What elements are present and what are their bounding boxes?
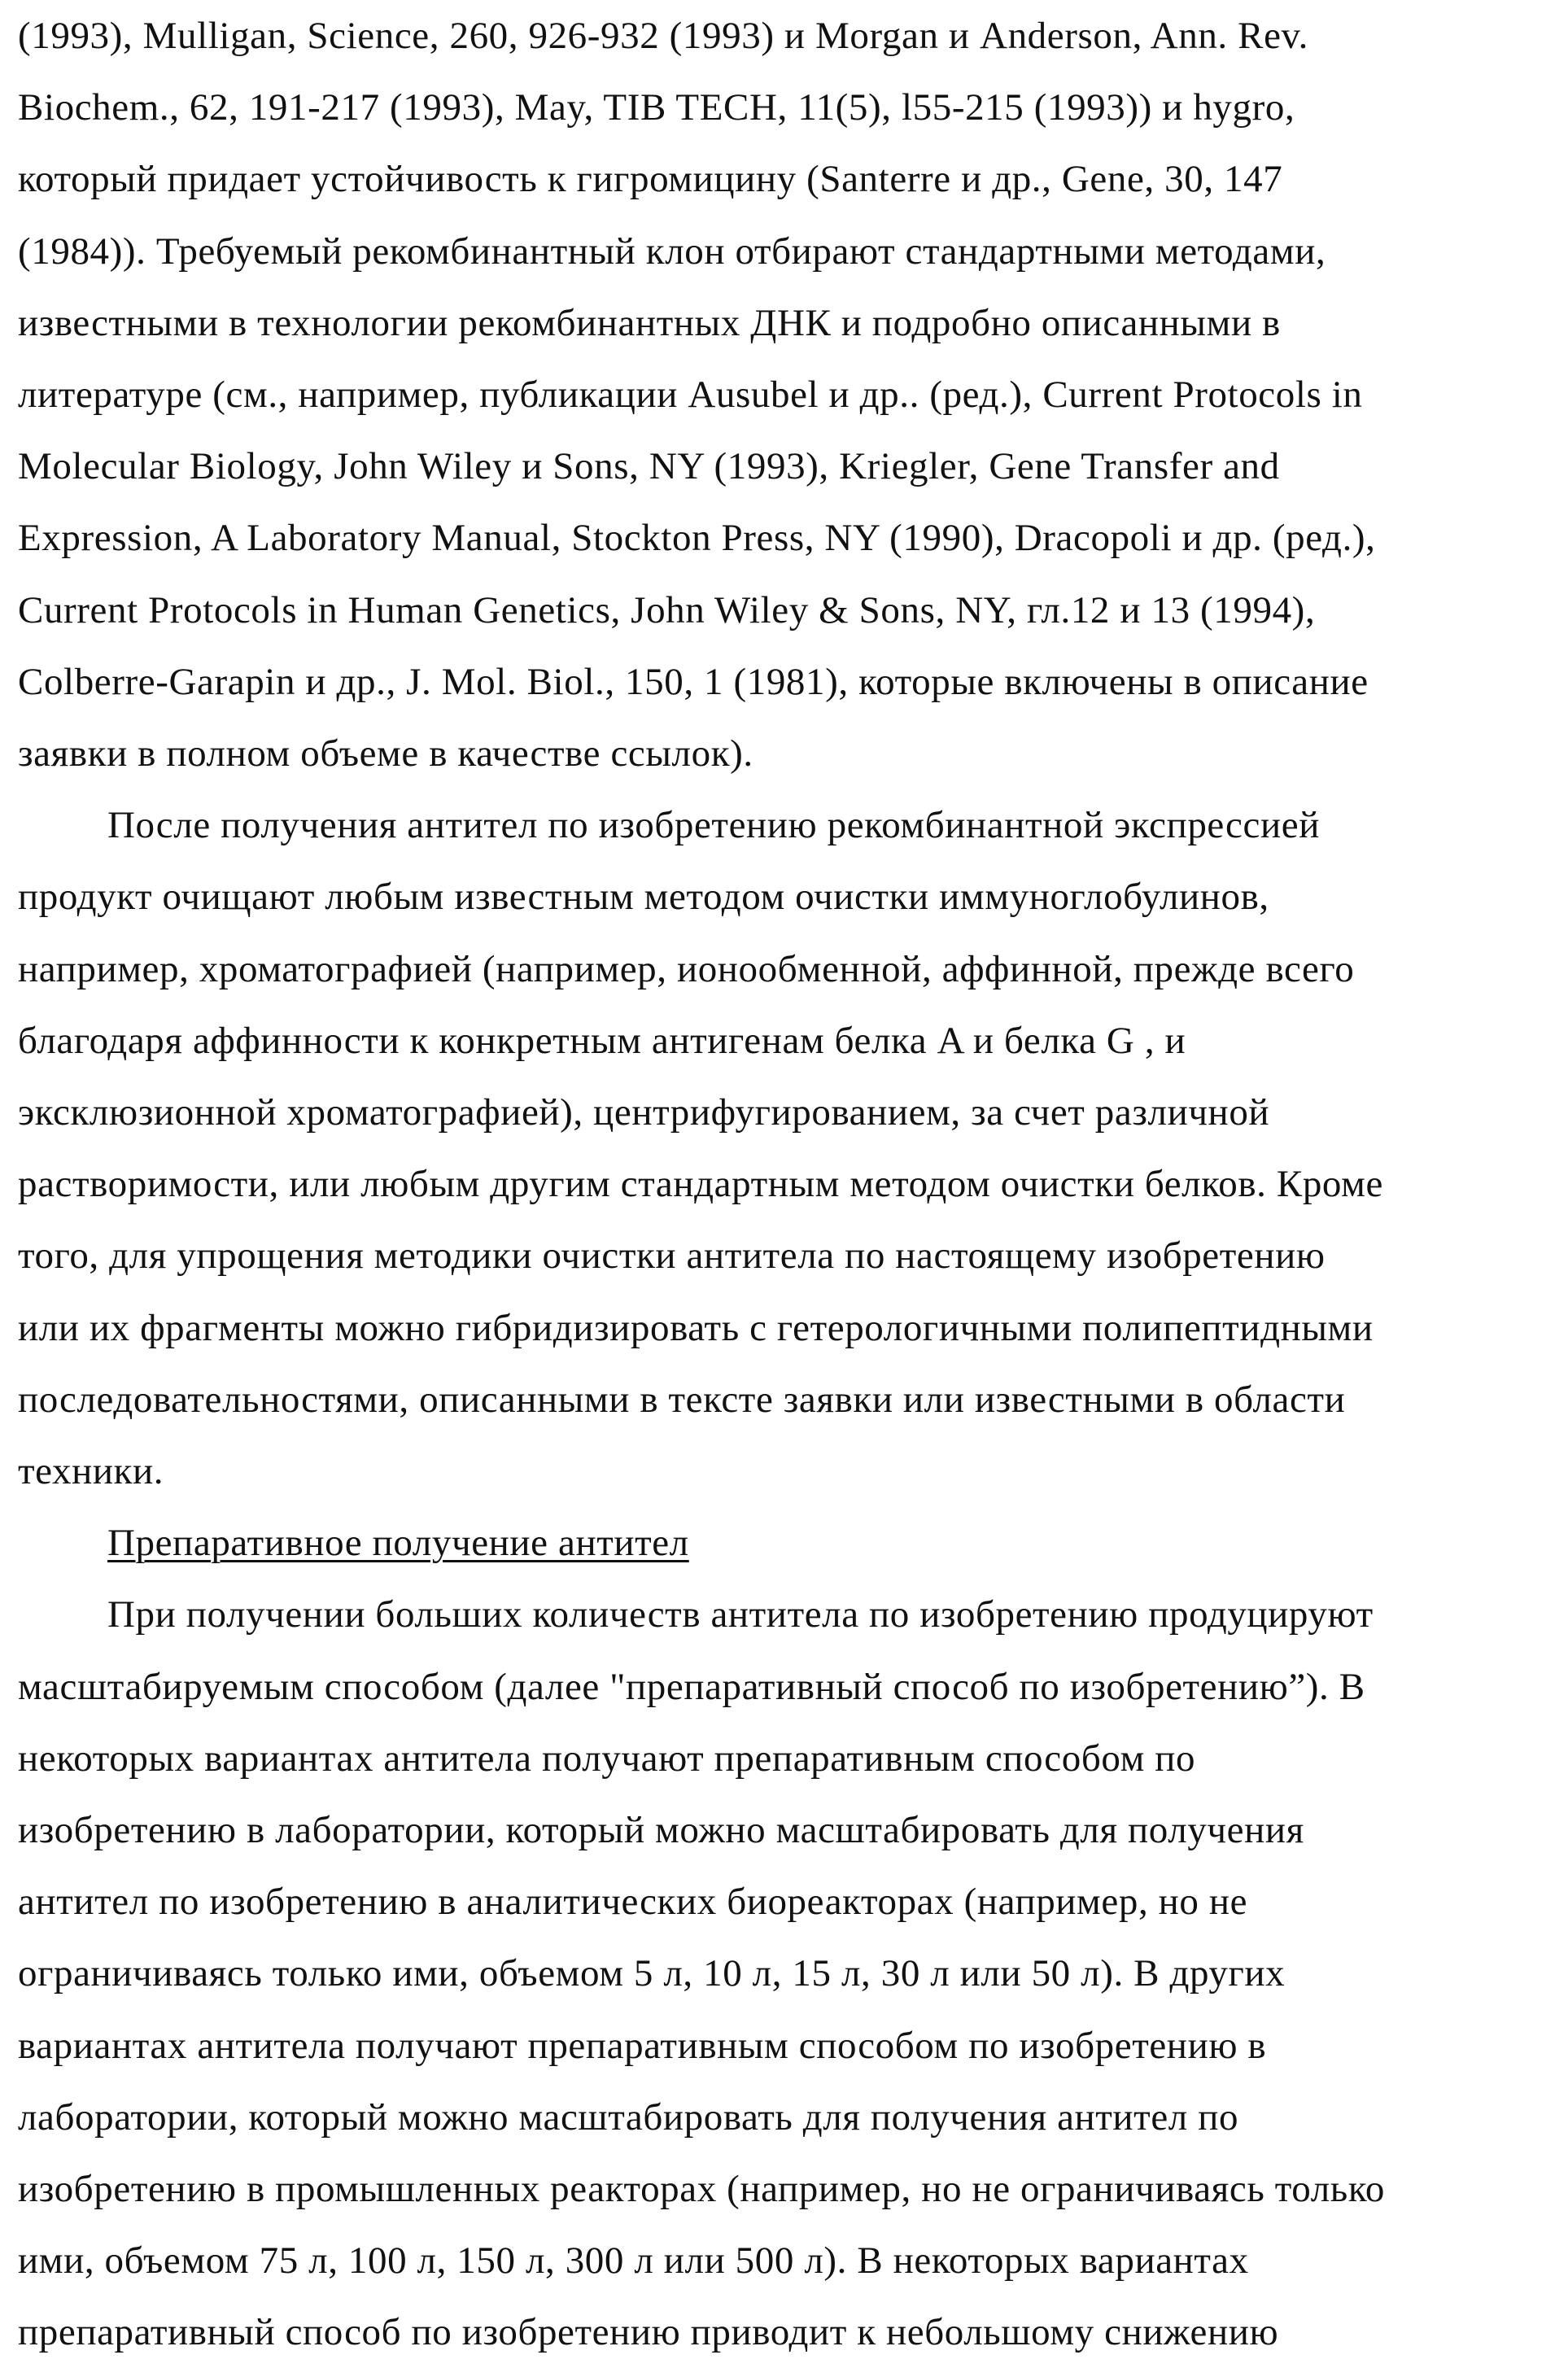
text-line: продукт очищают любым известным методом очистки иммуноглобулинов, xyxy=(18,876,1269,918)
text-line: ограничиваясь только ими, объемом 5 л, 10 л, 15 л, 30 л или 50 л). В других xyxy=(18,1952,1286,1994)
text-line: Biochem., 62, 191-217 (1993), May, TIB TECH, 11(5), l55-215 (1993)) и hygro, xyxy=(18,86,1295,129)
text-line: масштабируемым способом (далее "препаративный способ по изобретению”). В xyxy=(18,1666,1365,1708)
text-line: (1984)). Требуемый рекомбинантный клон отбирают стандартными методами, xyxy=(18,230,1326,273)
text-line: изобретению в лаборатории, который можно масштабировать для получения xyxy=(18,1809,1304,1851)
text-line: Molecular Biology, John Wiley и Sons, NY (1993), Kriegler, Gene Transfer and xyxy=(18,445,1280,487)
text-line: ими, объемом 75 л, 100 л, 150 л, 300 л или 500 л). В некоторых вариантах xyxy=(18,2239,1249,2282)
text-line: техники. xyxy=(18,1450,164,1492)
text-line: изобретению в промышленных реакторах (например, но не ограничиваясь только xyxy=(18,2168,1385,2210)
text-line: который придает устойчивость к гигромицину (Santerre и др., Gene, 30, 147 xyxy=(18,158,1283,200)
text-line: Current Protocols in Human Genetics, John Wiley & Sons, NY, гл.12 и 13 (1994), xyxy=(18,589,1316,631)
text-line: благодаря аффинности к конкретным антигенам белка A и белка G , и xyxy=(18,1020,1186,1062)
paragraph-start-line: После получения антител по изобретению рекомбинантной экспрессией xyxy=(107,804,1320,846)
text-line: или их фрагменты можно гибридизировать с гетерологичными полипептидными xyxy=(18,1307,1374,1349)
text-line: литературе (см., например, публикации Ausubel и др.. (ред.), Current Protocols in xyxy=(18,374,1363,416)
text-line: например, хроматографией (например, ионообменной, аффинной, прежде всего xyxy=(18,948,1355,990)
text-line: Expression, A Laboratory Manual, Stockton Press, NY (1990), Dracopoli и др. (ред.), xyxy=(18,517,1376,559)
text-line: заявки в полном объеме в качестве ссылок). xyxy=(18,732,753,775)
text-line: растворимости, или любым другим стандартным методом очистки белков. Кроме xyxy=(18,1163,1383,1205)
text-line: эксклюзионной хроматографией), центрифугированием, за счет различной xyxy=(18,1091,1270,1134)
paragraph-start-line: При получении больших количеств антитела по изобретению продуцируют xyxy=(107,1593,1374,1636)
text-line: последовательностями, описанными в тексте заявки или известными в области xyxy=(18,1378,1346,1421)
section-heading: Препаративное получение антител xyxy=(107,1522,689,1564)
text-line: известными в технологии рекомбинантных ДНК и подробно описанными в xyxy=(18,302,1281,344)
text-line: вариантах антитела получают препаративным способом по изобретению в xyxy=(18,2025,1267,2067)
text-line: препаративный способ по изобретению приводит к небольшому снижению xyxy=(18,2311,1279,2353)
text-line: (1993), Mulligan, Science, 260, 926-932 (1993) и Morgan и Anderson, Ann. Rev. xyxy=(18,15,1308,57)
text-line: Colberre-Garapin и др., J. Mol. Biol., 150, 1 (1981), которые включены в описание xyxy=(18,661,1369,703)
text-line: антител по изобретению в аналитических биореакторах (например, но не xyxy=(18,1881,1248,1923)
text-line: некоторых вариантах антитела получают препаративным способом по xyxy=(18,1737,1196,1780)
text-line: того, для упрощения методики очистки антитела по настоящему изобретению xyxy=(18,1234,1326,1277)
text-line: лаборатории, который можно масштабировать для получения антител по xyxy=(18,2096,1239,2139)
